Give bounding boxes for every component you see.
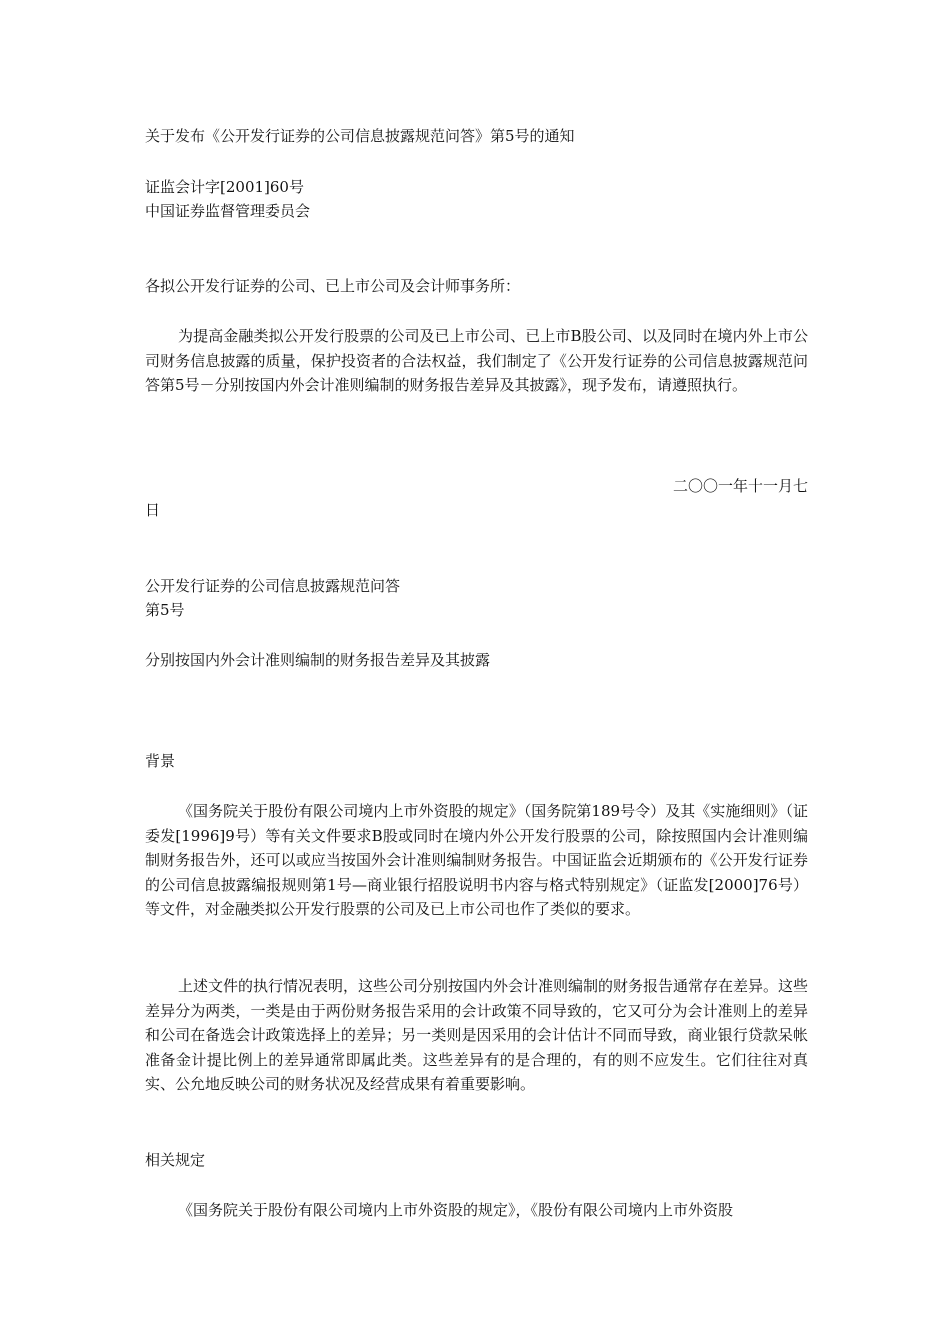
qa-number: 第5号 <box>145 601 185 619</box>
issue-date-continued: 日 <box>145 501 161 519</box>
salutation: 各拟公开发行证券的公司、已上市公司及会计师事务所： <box>145 277 521 295</box>
notice-title: 关于发布《公开发行证券的公司信息披露规范问答》第5号的通知 <box>145 127 575 145</box>
qa-subject: 分别按国内外会计准则编制的财务报告差异及其披露 <box>145 651 491 669</box>
section-heading-regulations: 相关规定 <box>145 1151 206 1169</box>
issue-date: 二〇〇一年十一月七 <box>672 477 808 495</box>
qa-title: 公开发行证券的公司信息披露规范问答 <box>145 577 401 595</box>
document-number: 证监会计字[2001]60号 <box>145 178 304 196</box>
background-paragraph-2: 上述文件的执行情况表明，这些公司分别按国内外会计准则编制的财务报告通常存在差异。这些差异分为两类，一类是由于两份财务报告采用的会计政策不同导致的，它又可分为会计准则上的差异和公司在备选会计政策选择上的差异；另一类则是因采用的会计估计不同而导致，商业银行贷款呆帐准备金计提比例上的差异通常即属此类。这些差异有的是合理的，有的则不应发生。它们往往对真实、公允地反映公司的财务状况及经营成果有着重要影响。 <box>145 977 809 1093</box>
issuer: 中国证券监督管理委员会 <box>145 202 311 220</box>
notice-paragraph: 为提高金融类拟公开发行股票的公司及已上市公司、已上市B股公司、以及同时在境内外上市公司财务信息披露的质量，保护投资者的合法权益，我们制定了《公开发行证券的公司信息披露规范问答第5号－分别按国内外会计准则编制的财务报告差异及其披露》，现予发布，请遵照执行。 <box>145 327 808 394</box>
section-heading-background: 背景 <box>145 752 176 770</box>
background-paragraph-1: 《国务院关于股份有限公司境内上市外资股的规定》（国务院第189号令）及其《实施细则》（证委发[1996]9号）等有关文件要求B股或同时在境内外公开发行股票的公司，除按照国内会计准则编制财务报告外，还可以或应当按国外会计准则编制财务报告。中国证监会近期颁布的《公开发行证券的公司信息披露编报规则第1号—商业银行招股说明书内容与格式特别规定》（证监发[2000]76号）等文件，对金融类拟公开发行股票的公司及已上市公司也作了类似的要求。 <box>145 802 808 918</box>
regulations-paragraph-1: 《国务院关于股份有限公司境内上市外资股的规定》，《股份有限公司境内上市外资股 <box>178 1201 734 1219</box>
